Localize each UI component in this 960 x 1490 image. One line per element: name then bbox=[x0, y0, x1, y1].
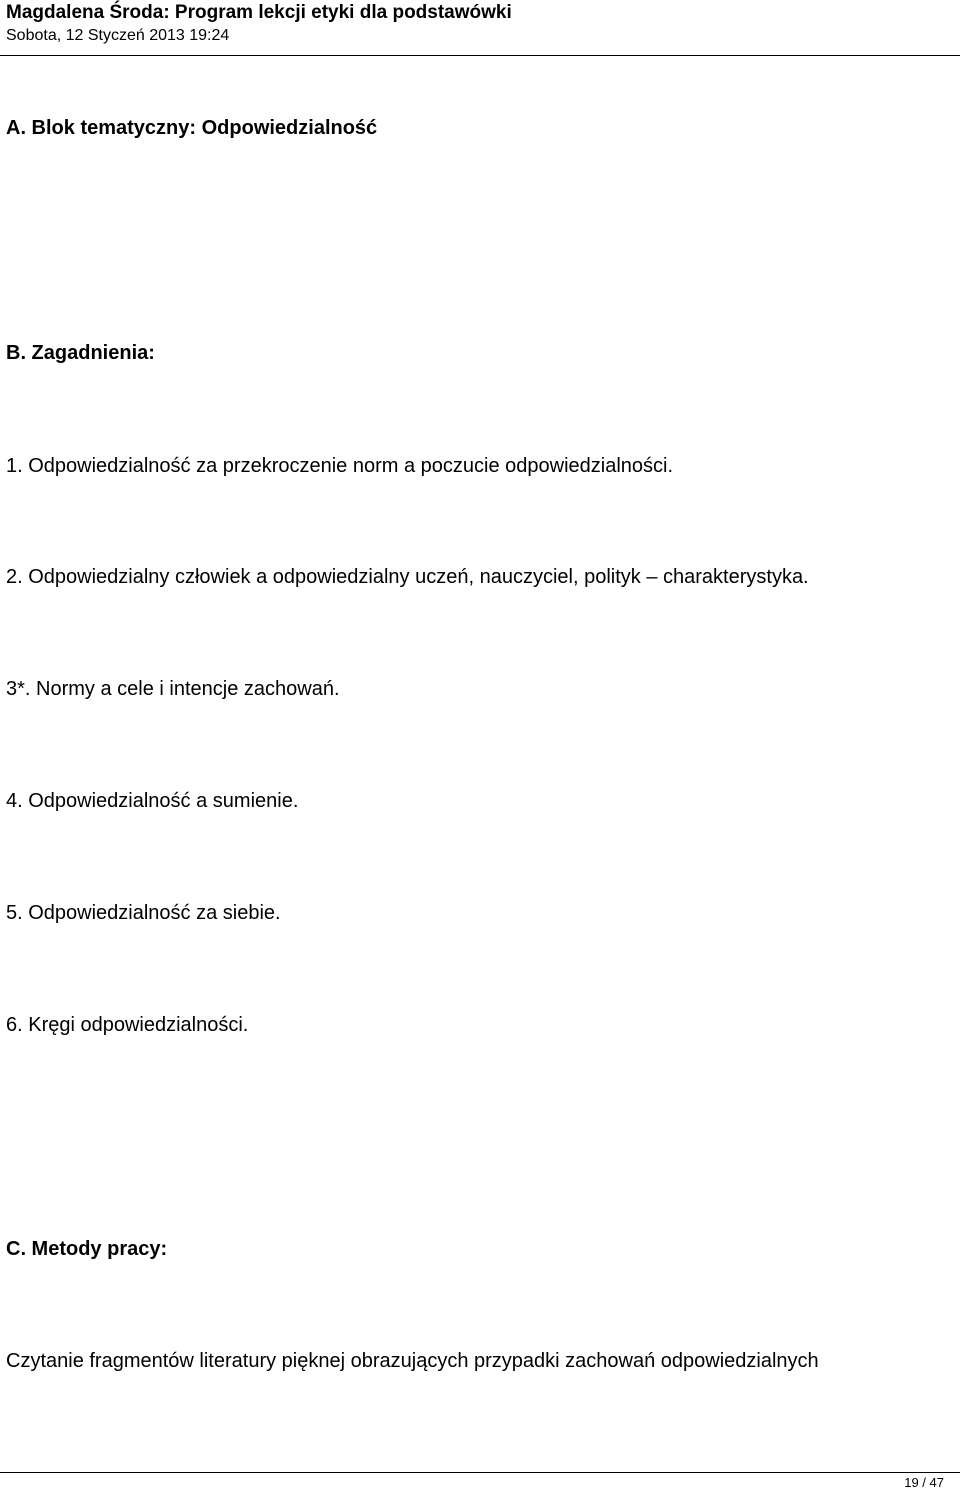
document-date: Sobota, 12 Styczeń 2013 19:24 bbox=[6, 27, 230, 44]
section-b-heading: B. Zagadnienia: bbox=[6, 342, 155, 364]
footer-divider bbox=[0, 1472, 960, 1473]
list-item: 3*. Normy a cele i intencje zachowań. bbox=[6, 678, 340, 700]
section-c-heading: C. Metody pracy: bbox=[6, 1238, 168, 1260]
list-item: 5. Odpowiedzialność za siebie. bbox=[6, 902, 281, 924]
list-item: 1. Odpowiedzialność za przekroczenie norm a poczucie odpowiedzialności. bbox=[6, 455, 674, 477]
list-item: 2. Odpowiedzialny człowiek a odpowiedzialny uczeń, nauczyciel, polityk – charakterystyka. bbox=[6, 566, 809, 588]
list-item: 6. Kręgi odpowiedzialności. bbox=[6, 1014, 249, 1036]
section-a-heading: A. Blok tematyczny: Odpowiedzialność bbox=[6, 117, 378, 139]
document-title: Magdalena Środa: Program lekcji etyki dla podstawówki bbox=[6, 2, 512, 23]
list-item: 4. Odpowiedzialność a sumienie. bbox=[6, 790, 299, 812]
page-number: 19 / 47 bbox=[904, 1475, 944, 1490]
section-c-text: Czytanie fragmentów literatury pięknej obrazujących przypadki zachowań odpowiedzialnych bbox=[6, 1350, 819, 1372]
page-header bbox=[0, 0, 960, 56]
